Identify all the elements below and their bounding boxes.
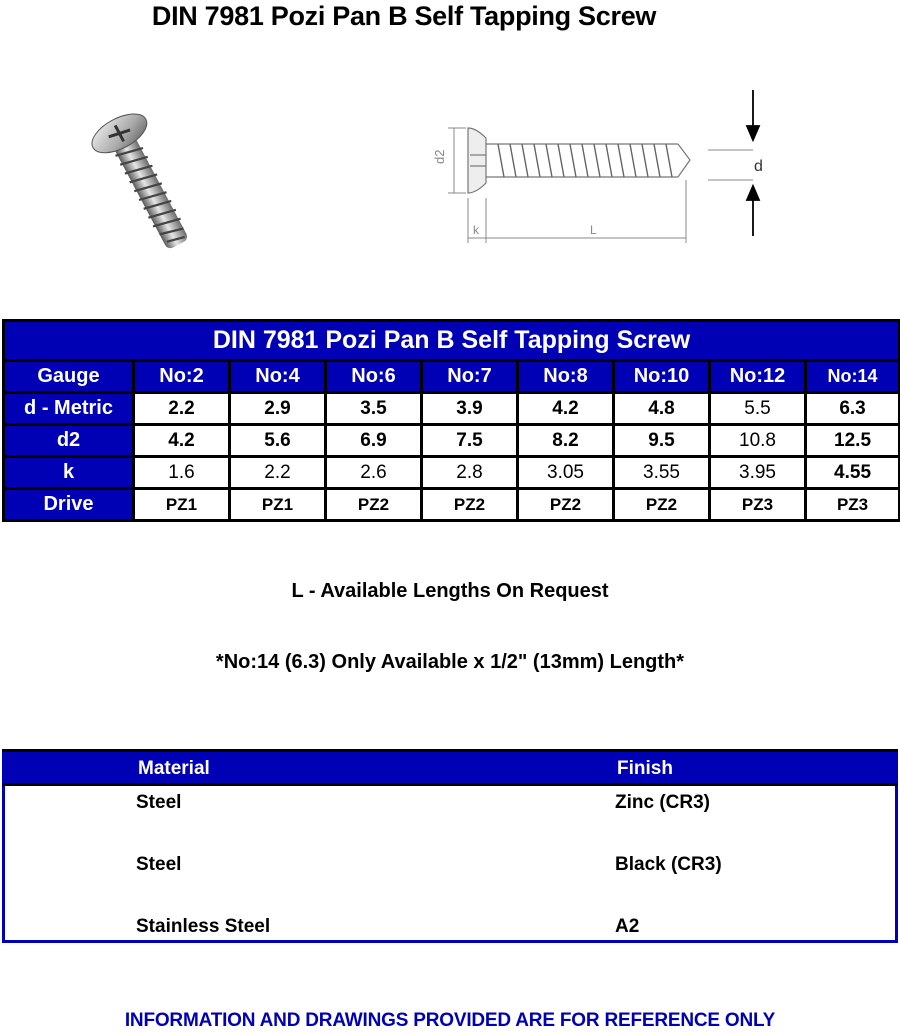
table-cell: PZ2 — [326, 489, 422, 521]
page-title: DIN 7981 Pozi Pan B Self Tapping Screw — [151, 1, 657, 31]
table-cell: 6.3 — [806, 393, 900, 425]
table-cell: 2.2 — [134, 393, 230, 425]
table-cell: No:7 — [422, 361, 518, 393]
table-cell: 2.9 — [230, 393, 326, 425]
table-row-d2 — [4, 425, 900, 457]
table-cell: 4.55 — [806, 457, 900, 489]
table-cell: No:10 — [614, 361, 710, 393]
table-cell: 5.5 — [710, 393, 806, 425]
table-cell: 2.2 — [230, 457, 326, 489]
material-column-header: Material — [138, 758, 210, 779]
label-k: k — [473, 223, 479, 237]
table-cell: 5.6 — [230, 425, 326, 457]
table-cell: 3.55 — [614, 457, 710, 489]
label-L: L — [590, 223, 597, 237]
table-row-d-metric — [4, 393, 900, 425]
row-label: Drive — [4, 489, 134, 521]
table-cell: 3.9 — [422, 393, 518, 425]
table-cell: 3.95 — [710, 457, 806, 489]
row-label: d - Metric — [4, 393, 134, 425]
row-label: d2 — [4, 425, 134, 457]
table-cell: 6.9 — [326, 425, 422, 457]
material-cell: Steel — [136, 854, 182, 875]
table-row-k — [4, 457, 900, 489]
lengths-note: L - Available Lengths On Request — [291, 580, 609, 602]
table-cell: No:4 — [230, 361, 326, 393]
technical-drawing — [418, 88, 778, 248]
finish-column-header: Finish — [617, 758, 673, 779]
table-cell: 8.2 — [518, 425, 614, 457]
table-cell: 9.5 — [614, 425, 710, 457]
dimensions-table — [2, 319, 900, 522]
table-cell: 4.2 — [518, 393, 614, 425]
table-cell: No:2 — [134, 361, 230, 393]
table-cell: No:14 — [806, 361, 900, 393]
table-cell: PZ2 — [614, 489, 710, 521]
disclaimer-footer: INFORMATION AND DRAWINGS PROVIDED ARE FOR REFERENCE ONLY — [124, 1010, 776, 1031]
table-cell: PZ3 — [806, 489, 900, 521]
table-cell: PZ2 — [518, 489, 614, 521]
table-cell: No:12 — [710, 361, 806, 393]
table-cell: PZ3 — [710, 489, 806, 521]
table-cell: PZ1 — [230, 489, 326, 521]
table-row-gauge — [4, 361, 900, 393]
table-cell: No:6 — [326, 361, 422, 393]
table-cell: 12.5 — [806, 425, 900, 457]
availability-note: *No:14 (6.3) Only Available x 1/2" (13mm) Length* — [215, 651, 685, 673]
finish-cell: Black (CR3) — [615, 854, 722, 875]
material-cell: Steel — [136, 792, 182, 813]
table-cell: 4.8 — [614, 393, 710, 425]
table-cell: 3.05 — [518, 457, 614, 489]
table-cell: PZ1 — [134, 489, 230, 521]
table-header: DIN 7981 Pozi Pan B Self Tapping Screw — [4, 321, 900, 361]
label-d: d — [754, 158, 763, 175]
table-cell: 4.2 — [134, 425, 230, 457]
row-label: k — [4, 457, 134, 489]
table-cell: 1.6 — [134, 457, 230, 489]
row-label: Gauge — [4, 361, 134, 393]
table-cell: 7.5 — [422, 425, 518, 457]
table-cell: 10.8 — [710, 425, 806, 457]
table-cell: 2.6 — [326, 457, 422, 489]
screw-photo — [86, 104, 206, 274]
table-cell: 2.8 — [422, 457, 518, 489]
label-d2: d2 — [432, 149, 447, 164]
material-cell: Stainless Steel — [136, 916, 271, 937]
table-cell: No:8 — [518, 361, 614, 393]
materials-header — [2, 749, 898, 786]
table-row-drive — [4, 489, 900, 521]
table-cell: PZ2 — [422, 489, 518, 521]
finish-cell: A2 — [615, 916, 640, 937]
finish-cell: Zinc (CR3) — [615, 792, 710, 813]
table-cell: 3.5 — [326, 393, 422, 425]
